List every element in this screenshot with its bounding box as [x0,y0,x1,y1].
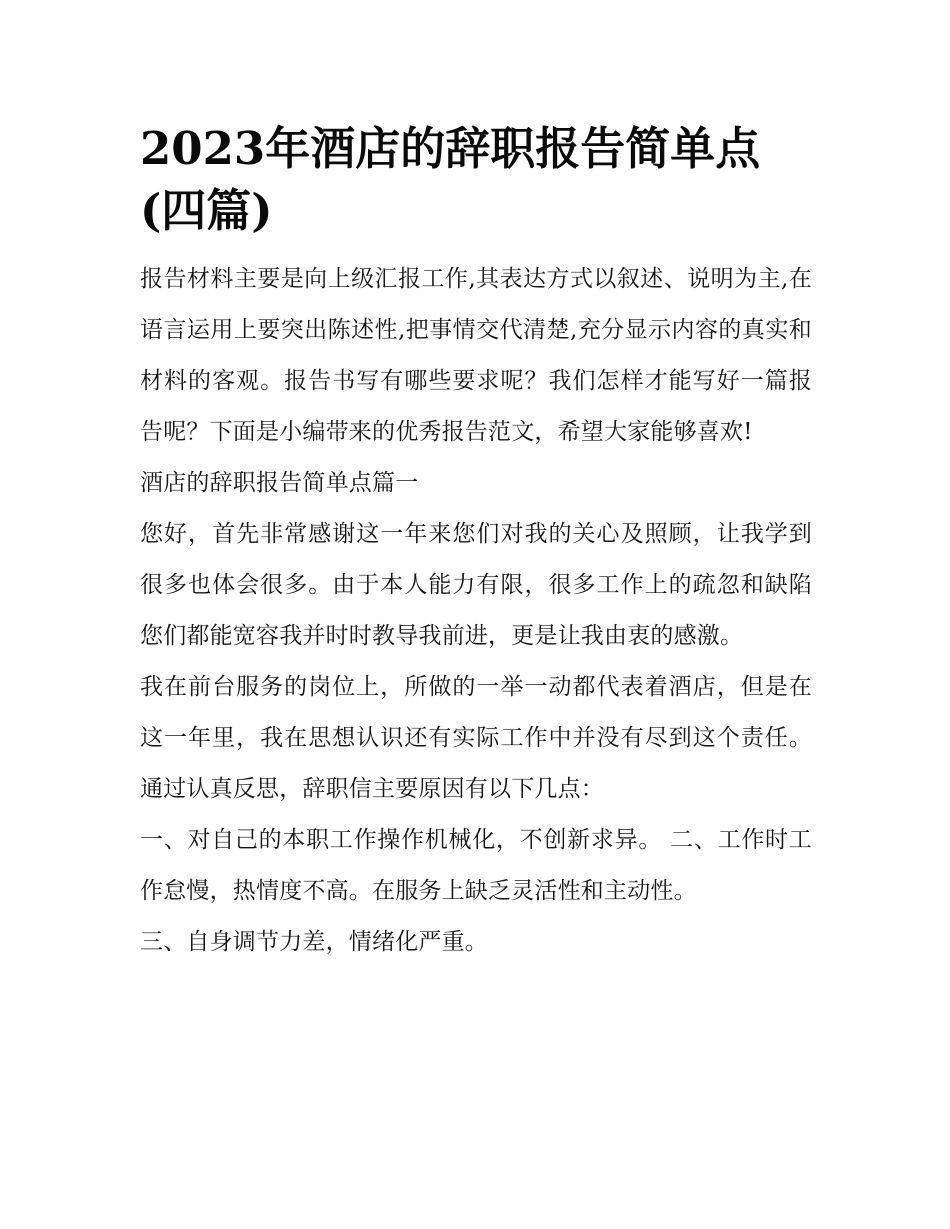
reason-list-item: 一、对自己的本职工作操作机械化，不创新求异。 二、工作时工作怠慢，热情度不高。在服务上缺乏灵活性和主动性。 [140,827,812,904]
section-heading: 酒店的辞职报告简单点篇一 [140,470,419,496]
intro-paragraph: 报告材料主要是向上级汇报工作,其表达方式以叙述、说明为主,在语言运用上要突出陈述性,把事情交代清楚,充分显示内容的真实和材料的客观。报告书写有哪些要求呢？我们怎样才能写好一篇报告呢？下面是小编带来的优秀报告范文，希望大家能够喜欢! [140,266,812,445]
reason-list-item: 三、自身调节力差，情绪化严重。 [140,929,488,955]
document-title: 2023年酒店的辞职报告简单点(四篇) [140,122,761,237]
body-paragraph: 我在前台服务的岗位上，所做的一举一动都代表着酒店，但是在这一年里，我在思想认识还有实际工作中并没有尽到这个责任。通过认真反思，辞职信主要原因有以下几点： [140,674,812,802]
body-paragraph: 您好，首先非常感谢这一年来您们对我的关心及照顾，让我学到很多也体会很多。由于本人能力有限，很多工作上的疏忽和缺陷您们都能宽容我并时时教导我前进，更是让我由衷的感激。 [140,521,812,649]
document-body [140,118,812,968]
